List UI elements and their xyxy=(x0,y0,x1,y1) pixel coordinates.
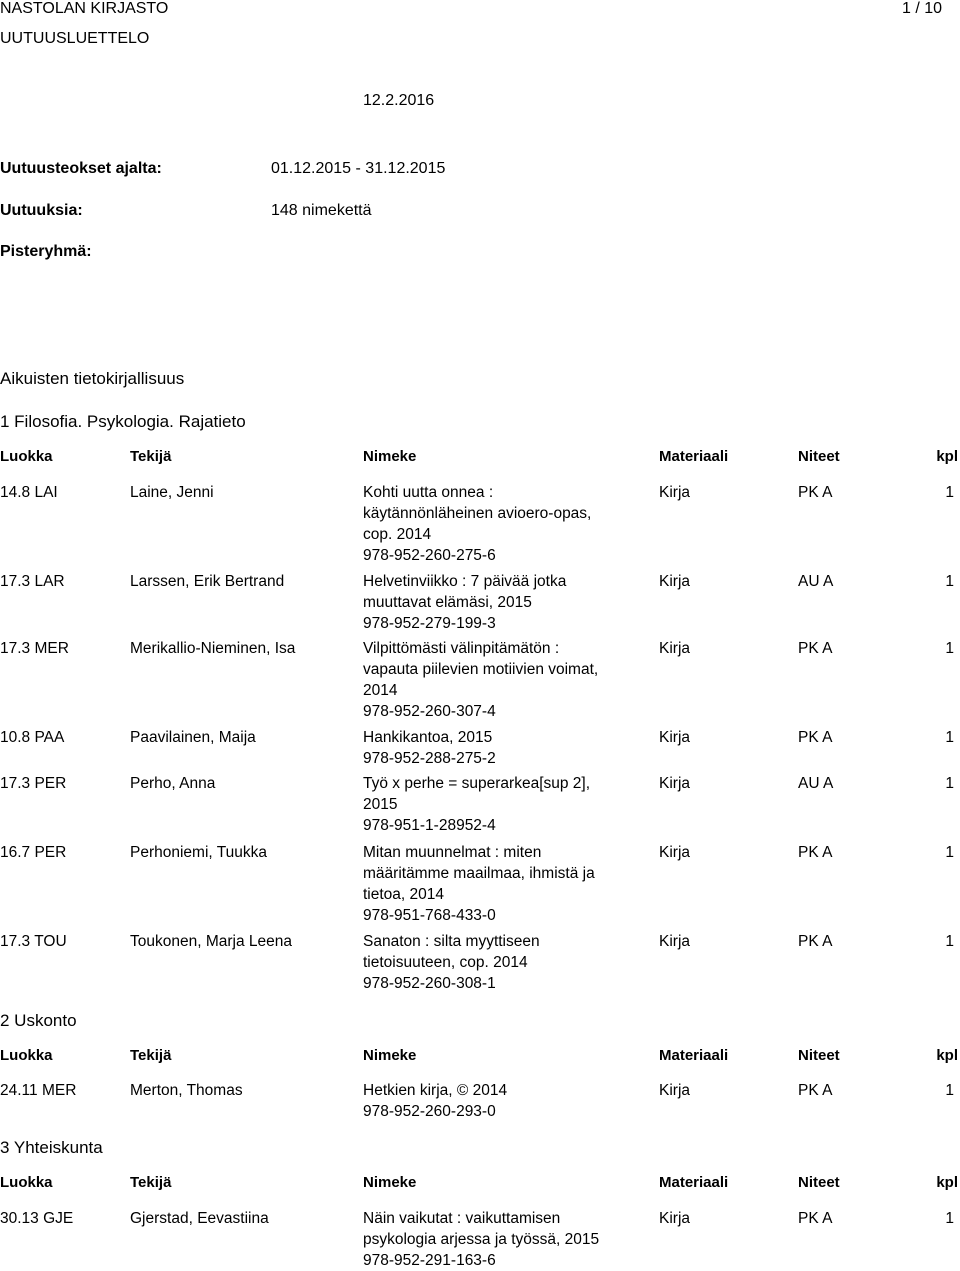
title xyxy=(363,1208,638,1271)
class-code: 16.7 PER xyxy=(0,844,67,861)
class-code: 17.3 PER xyxy=(0,775,67,792)
column-header-luokka: Luokka xyxy=(0,448,53,465)
isbn: 978-952-288-275-2 xyxy=(363,750,496,767)
title-line: tietoisuuteen, cop. 2014 xyxy=(363,954,528,971)
copies-location: PK A xyxy=(798,640,833,657)
author: Toukonen, Marja Leena xyxy=(130,933,293,950)
class-code: 14.8 LAI xyxy=(0,484,58,501)
column-header-luokka: Luokka xyxy=(0,1174,53,1191)
copies-location: AU A xyxy=(798,775,834,792)
group-label: Pisteryhmä: xyxy=(0,243,92,260)
isbn: 978-951-1-28952-4 xyxy=(363,817,496,834)
column-header-materiaali: Materiaali xyxy=(659,448,729,465)
isbn: 978-952-291-163-6 xyxy=(363,1252,496,1269)
material: Kirja xyxy=(659,1082,691,1099)
title xyxy=(363,727,638,769)
title-line: vapauta piilevien motiivien voimat, xyxy=(363,661,599,678)
author: Laine, Jenni xyxy=(130,484,214,501)
copies-count: 1 xyxy=(945,729,954,746)
author: Merikallio-Nieminen, Isa xyxy=(130,640,296,657)
title-line: tietoa, 2014 xyxy=(363,886,445,903)
page-number: 1 / 10 xyxy=(901,0,942,17)
title-line: Sanaton : silta myyttiseen xyxy=(363,933,540,950)
column-header-materiaali: Materiaali xyxy=(659,1174,729,1191)
material: Kirja xyxy=(659,844,691,861)
title-line: Helvetinviikko : 7 päivää jotka xyxy=(363,573,567,590)
column-header-niteet: Niteet xyxy=(798,1047,840,1064)
isbn: 978-951-768-433-0 xyxy=(363,907,496,924)
material: Kirja xyxy=(659,775,691,792)
copies-location: PK A xyxy=(798,933,833,950)
title-line: käytännönläheinen avioero-opas, xyxy=(363,505,592,522)
author: Paavilainen, Maija xyxy=(130,729,256,746)
title-line: Näin vaikutat : vaikuttamisen xyxy=(363,1210,561,1227)
section-title: 1 Filosofia. Psykologia. Rajatieto xyxy=(0,412,246,431)
copies-count: 1 xyxy=(945,573,954,590)
title-line: Työ x perhe = superarkea[sup 2], xyxy=(363,775,591,792)
isbn: 978-952-260-308-1 xyxy=(363,975,496,992)
class-code: 17.3 TOU xyxy=(0,933,67,950)
count-value: 148 nimekettä xyxy=(271,202,372,219)
material: Kirja xyxy=(659,933,691,950)
title-line: Vilpittömästi välinpitämätön : xyxy=(363,640,560,657)
copies-count: 1 xyxy=(945,844,954,861)
column-header-tekija: Tekijä xyxy=(130,1174,172,1191)
section-title: 2 Uskonto xyxy=(0,1011,77,1030)
column-header-tekija: Tekijä xyxy=(130,1047,172,1064)
copies-location: PK A xyxy=(798,484,833,501)
title-line: 2015 xyxy=(363,796,398,813)
author: Perhoniemi, Tuukka xyxy=(130,844,267,861)
period-value: 01.12.2015 - 31.12.2015 xyxy=(271,160,446,177)
title xyxy=(363,482,638,566)
copies-location: PK A xyxy=(798,1082,833,1099)
title-line: muuttavat elämäsi, 2015 xyxy=(363,594,532,611)
title-line: Hetkien kirja, © 2014 xyxy=(363,1082,508,1099)
list-title: UUTUUSLUETTELO xyxy=(0,30,150,47)
title xyxy=(363,1080,638,1122)
copies-count: 1 xyxy=(945,640,954,657)
isbn: 978-952-260-293-0 xyxy=(363,1103,496,1120)
author: Merton, Thomas xyxy=(130,1082,243,1099)
class-code: 17.3 LAR xyxy=(0,573,65,590)
library-name: NASTOLAN KIRJASTO xyxy=(0,0,169,17)
class-code: 30.13 GJE xyxy=(0,1210,74,1227)
copies-location: PK A xyxy=(798,729,833,746)
column-header-tekija: Tekijä xyxy=(130,448,172,465)
title xyxy=(363,773,638,836)
title xyxy=(363,638,638,722)
count-label: Uutuuksia: xyxy=(0,202,83,219)
column-header-nimeke: Nimeke xyxy=(363,1174,417,1191)
copies-location: AU A xyxy=(798,573,834,590)
copies-count: 1 xyxy=(945,484,954,501)
copies-location: PK A xyxy=(798,1210,833,1227)
material: Kirja xyxy=(659,729,691,746)
column-header-kpl: kpl xyxy=(936,1174,958,1191)
column-header-nimeke: Nimeke xyxy=(363,448,417,465)
column-header-materiaali: Materiaali xyxy=(659,1047,729,1064)
period-label: Uutuusteokset ajalta: xyxy=(0,160,162,177)
copies-location: PK A xyxy=(798,844,833,861)
copies-count: 1 xyxy=(945,933,954,950)
title-line: Hankikantoa, 2015 xyxy=(363,729,493,746)
class-code: 17.3 MER xyxy=(0,640,69,657)
author: Perho, Anna xyxy=(130,775,216,792)
isbn: 978-952-260-275-6 xyxy=(363,547,496,564)
material: Kirja xyxy=(659,484,691,501)
title-line: cop. 2014 xyxy=(363,526,432,543)
author: Gjerstad, Eevastiina xyxy=(130,1210,269,1227)
author: Larssen, Erik Bertrand xyxy=(130,573,285,590)
isbn: 978-952-279-199-3 xyxy=(363,615,496,632)
report-date: 12.2.2016 xyxy=(363,92,435,109)
column-header-niteet: Niteet xyxy=(798,448,840,465)
title-line: psykologia arjessa ja työssä, 2015 xyxy=(363,1231,600,1248)
column-header-kpl: kpl xyxy=(936,1047,958,1064)
title-line: 2014 xyxy=(363,682,398,699)
column-header-niteet: Niteet xyxy=(798,1174,840,1191)
column-header-luokka: Luokka xyxy=(0,1047,53,1064)
material: Kirja xyxy=(659,573,691,590)
title xyxy=(363,842,638,926)
title xyxy=(363,571,638,634)
isbn: 978-952-260-307-4 xyxy=(363,703,496,720)
title-line: Mitan muunnelmat : miten xyxy=(363,844,542,861)
class-code: 10.8 PAA xyxy=(0,729,65,746)
column-header-kpl: kpl xyxy=(936,448,958,465)
section-title: 3 Yhteiskunta xyxy=(0,1138,103,1157)
title xyxy=(363,931,638,994)
copies-count: 1 xyxy=(945,775,954,792)
title-line: määritämme maailmaa, ihmistä ja xyxy=(363,865,595,882)
material: Kirja xyxy=(659,1210,691,1227)
title-line: Kohti uutta onnea : xyxy=(363,484,494,501)
copies-count: 1 xyxy=(945,1210,954,1227)
material: Kirja xyxy=(659,640,691,657)
copies-count: 1 xyxy=(945,1082,954,1099)
class-code: 24.11 MER xyxy=(0,1082,77,1099)
category-title: Aikuisten tietokirjallisuus xyxy=(0,369,185,388)
column-header-nimeke: Nimeke xyxy=(363,1047,417,1064)
